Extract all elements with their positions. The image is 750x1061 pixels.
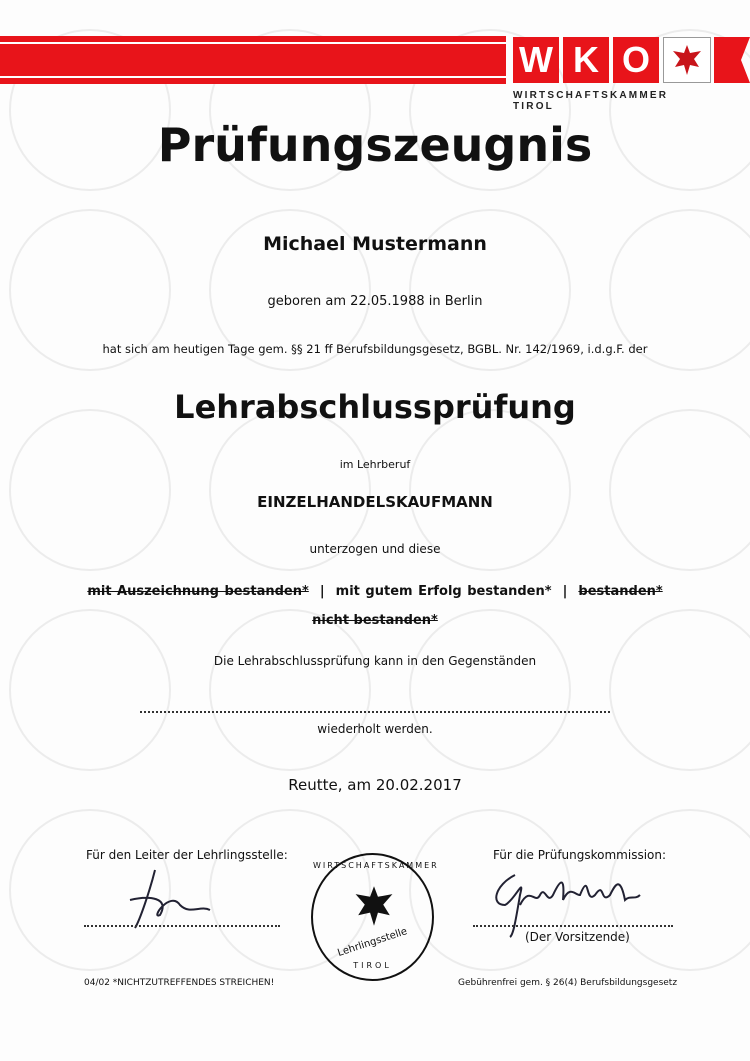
repeat-end: wiederholt werden.: [317, 722, 433, 736]
sign-left-label: Für den Leiter der Lehrlingsstelle:: [86, 848, 288, 862]
eagle-crest-icon: [663, 37, 711, 83]
trade-name: EINZELHANDELSKAUFMANN: [257, 493, 493, 511]
signature-line-left: [84, 925, 280, 927]
trade-label: im Lehrberuf: [339, 458, 411, 471]
result-failed-row: [0, 613, 750, 628]
separator: |: [562, 584, 568, 599]
stamp-bottom-text: TIROL: [353, 961, 392, 970]
footer-fee-note: Gebührenfrei gem. § 26(4) Berufsbildungsgesetz: [458, 978, 678, 988]
place-date: Reutte, am 20.02.2017: [288, 776, 462, 794]
separator: |: [319, 584, 325, 599]
result-options: [0, 584, 750, 599]
header-ribbon-tail: [714, 37, 750, 83]
page-title: Prüfungszeugnis: [157, 118, 593, 172]
signature-right: [485, 865, 665, 940]
result-distinction: mit Auszeichnung bestanden*: [87, 584, 309, 599]
wko-logo: [513, 37, 711, 83]
subjected-text: unterzogen und diese: [309, 542, 441, 556]
footer-note: 04/02 *NICHTZUTREFFENDES STREICHEN!: [84, 978, 275, 988]
header-red-bar: [0, 36, 506, 84]
stamp-middle-text: Lehrlingsstelle: [336, 926, 409, 959]
result-passed: bestanden*: [578, 584, 663, 599]
exam-title: Lehrabschlussprüfung: [174, 388, 576, 426]
sign-right-label: Für die Prüfungskommission:: [493, 848, 667, 862]
candidate-name: Michael Mustermann: [263, 233, 487, 255]
logo-letter: O: [613, 37, 659, 83]
signature-line-right: [473, 925, 673, 927]
result-failed: nicht bestanden*: [312, 613, 438, 628]
result-good: mit gutem Erfolg bestanden*: [335, 584, 552, 599]
birth-info: geboren am 22.05.1988 in Berlin: [267, 294, 483, 309]
stamp-top-text: WIRTSCHAFTSKAMMER: [313, 861, 439, 870]
signature-left: [120, 860, 230, 930]
official-stamp: [311, 853, 439, 981]
org-name: WIRTSCHAFTSKAMMER TIROL: [513, 90, 669, 112]
chairman-label: (Der Vorsitzende): [525, 930, 630, 944]
legal-text: hat sich am heutigen Tage gem. §§ 21 ff Berufsbildungsgesetz, BGBL. Nr. 142/1969, i.d.g.F. der: [102, 342, 648, 356]
eagle-icon: [349, 881, 399, 931]
subjects-dotted-line: [140, 711, 610, 713]
logo-letter: W: [513, 37, 559, 83]
logo-letter: K: [563, 37, 609, 83]
repeat-intro: Die Lehrabschlussprüfung kann in den Gegenständen: [213, 654, 537, 668]
